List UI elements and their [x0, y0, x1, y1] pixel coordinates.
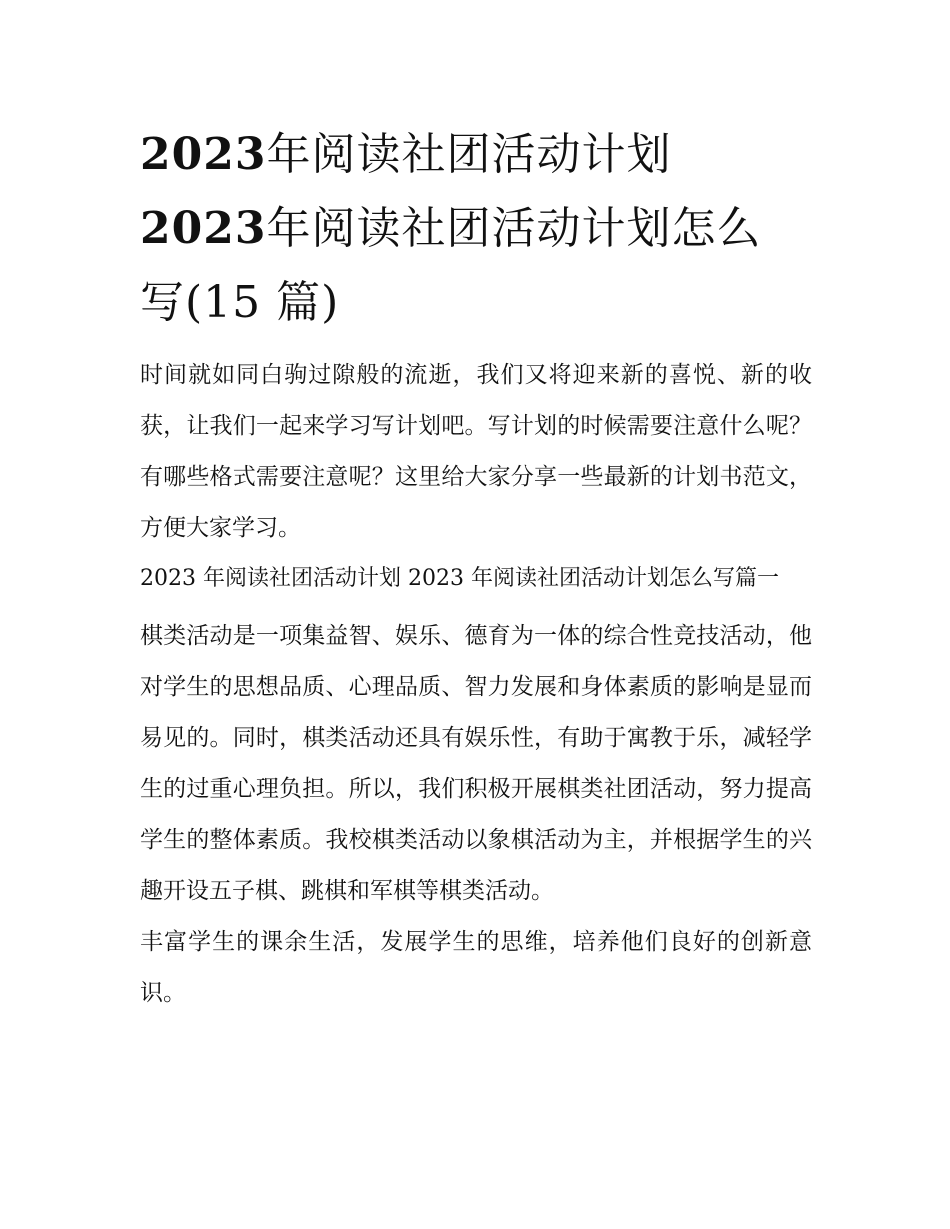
title-text: 年阅读社团活动计划: [266, 129, 672, 180]
title-text: 年阅读社团活动计划怎么: [266, 203, 762, 254]
title-line-3: [140, 266, 812, 340]
title-line-1: [140, 118, 812, 192]
title-year: 2023: [140, 203, 267, 254]
section-heading: 2023 年阅读社团活动计划 2023 年阅读社团活动计划怎么写篇一: [140, 566, 779, 591]
title-year: 2023: [140, 129, 267, 180]
title-line-2: [140, 192, 812, 266]
intro-paragraph: 时间就如同白驹过隙般的流逝，我们又将迎来新的喜悦、新的收获，让我们一起来学习写计划吧。写计划的时候需要注意什么呢？有哪些格式需要注意呢？这里给大家分享一些最新的计划书范文，方便大家学习。: [140, 362, 812, 541]
document-title: [140, 118, 812, 340]
body-paragraph: 棋类活动是一项集益智、娱乐、德育为一体的综合性竞技活动，他对学生的思想品质、心理品质、智力发展和身体素质的影响是显而易见的。同时，棋类活动还具有娱乐性，有助于寓教于乐，减轻学生的过重心理负担。所以，我们积极开展棋类社团活动，努力提高学生的整体素质。我校棋类活动以象棋活动为主，并根据学生的兴趣开设五子棋、跳棋和军棋等棋类活动。: [140, 623, 812, 904]
title-text: 写(15 篇): [140, 277, 340, 328]
body-paragraph: 丰富学生的课余生活，发展学生的思维，培养他们良好的创新意识。: [140, 929, 812, 1006]
document-page: [140, 118, 812, 1019]
